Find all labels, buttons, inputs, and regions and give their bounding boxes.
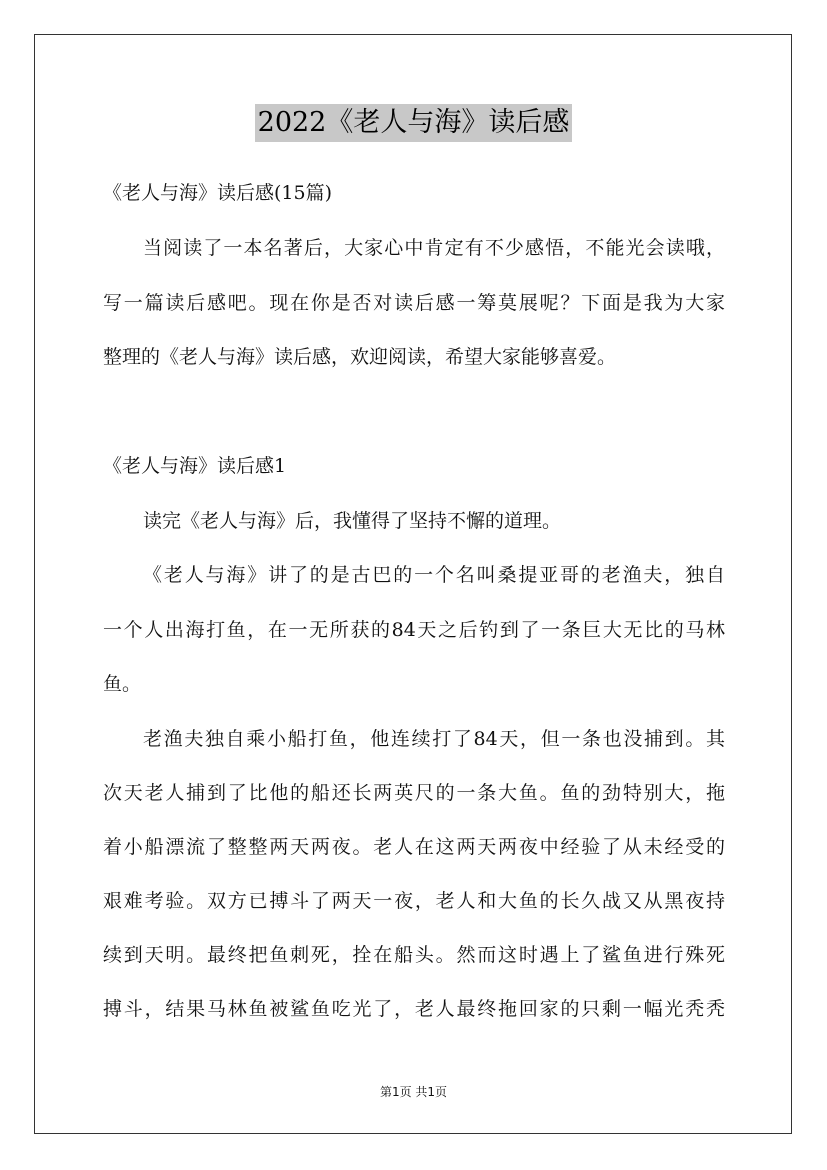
intro-line-2: 写一篇读后感吧。现在你是否对读后感一筹莫展呢？下面是我为大家 <box>103 292 725 314</box>
paragraph-line-3: 一个人出海打鱼，在一无所获的84天之后钓到了一条巨大无比的马林 <box>103 619 725 641</box>
document-title: 2022《老人与海》读后感 <box>255 104 573 142</box>
paragraph-line-7: 着小船漂流了整整两天两夜。老人在这两天两夜中经验了从未经受的 <box>103 836 725 858</box>
section-heading: 《老人与海》读后感1 <box>103 455 287 477</box>
page-footer: 第1页 共1页 <box>379 1085 448 1099</box>
paragraph-line-5: 老渔夫独自乘小船打鱼，他连续打了84天，但一条也没捕到。其 <box>143 728 725 750</box>
intro-line-1: 当阅读了一本名著后，大家心中肯定有不少感悟，不能光会读哦， <box>143 237 725 259</box>
paragraph-line-4: 鱼。 <box>103 673 142 695</box>
title-container <box>0 104 827 142</box>
paragraph-line-9: 续到天明。最终把鱼刺死，拴在船头。然而这时遇上了鲨鱼进行殊死 <box>103 944 725 966</box>
paragraph-line-2: 《老人与海》讲了的是古巴的一个名叫桑提亚哥的老渔夫，独自 <box>143 564 725 586</box>
paragraph-line-10: 搏斗，结果马林鱼被鲨鱼吃光了，老人最终拖回家的只剩一幅光秃秃 <box>103 998 725 1020</box>
paragraph-line-8: 艰难考验。双方已搏斗了两天一夜，老人和大鱼的长久战又从黑夜持 <box>103 890 725 912</box>
paragraph-line-1: 读完《老人与海》后，我懂得了坚持不懈的道理。 <box>143 510 562 532</box>
document-subtitle: 《老人与海》读后感(15篇) <box>103 182 333 204</box>
intro-line-3: 整理的《老人与海》读后感，欢迎阅读，希望大家能够喜爱。 <box>103 346 617 368</box>
paragraph-line-6: 次天老人捕到了比他的船还长两英尺的一条大鱼。鱼的劲特别大，拖 <box>103 782 725 804</box>
